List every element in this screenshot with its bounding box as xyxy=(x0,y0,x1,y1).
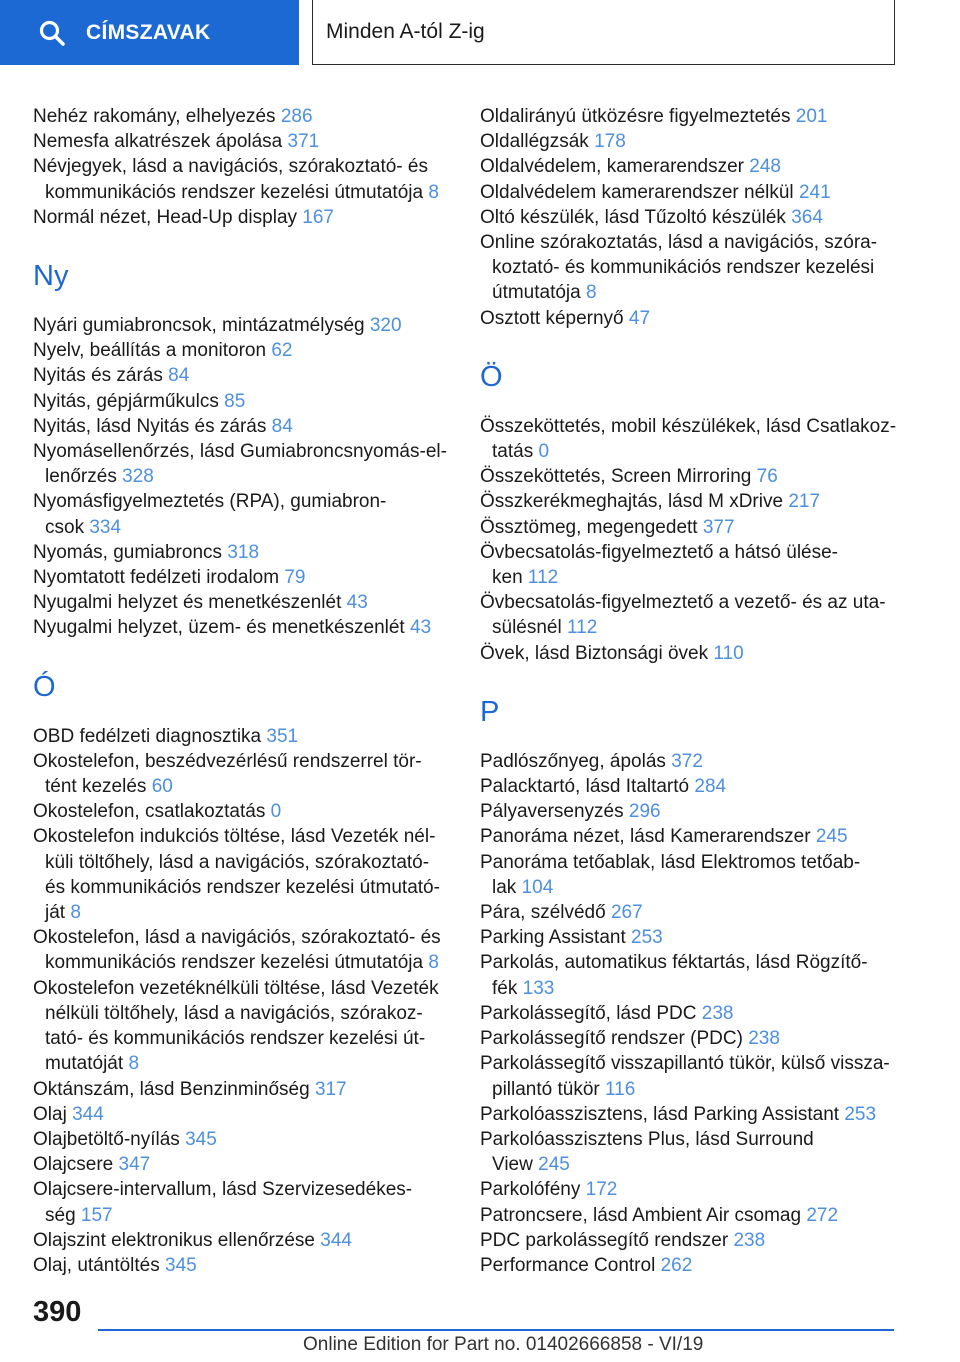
page-reference-link[interactable]: 84 xyxy=(168,365,190,387)
page-reference-link[interactable]: 320 xyxy=(369,315,402,337)
index-entry xyxy=(480,1253,900,1278)
index-entry-text: Pályaversenyzés xyxy=(480,801,624,823)
page-reference-link[interactable]: 364 xyxy=(791,206,823,228)
page-reference-link[interactable]: 60 xyxy=(151,776,173,798)
index-entry-text: Parkolóasszisztens Plus, lásd Surround View xyxy=(480,1128,814,1176)
page-reference-link[interactable]: 328 xyxy=(122,466,154,488)
index-entry-text: Nyomásfigyelmeztetés (RPA), gumiabron‐ csok xyxy=(33,491,387,538)
index-entry xyxy=(33,590,453,615)
index-entry-text: Okostelefon indukciós töltése, lásd Vezeték nél‐ küli töltőhely, lásd a navigációs, szórakoztató- és kommunikációs rendszer kezelési útmutató‐ ját xyxy=(33,826,440,924)
page-reference-link[interactable]: 43 xyxy=(410,617,432,639)
index-entry-text: Online szórakoztatás, lásd a navigációs, szóra‐ koztató- és kommunikációs rendszer kezelési útmutatója xyxy=(480,232,878,304)
page-reference-link[interactable]: 253 xyxy=(631,927,663,949)
index-entry xyxy=(480,1026,900,1051)
index-entry-text: Nyitás, gépjárműkulcs xyxy=(33,390,219,412)
page-reference-link[interactable]: 253 xyxy=(844,1103,877,1125)
page-reference-link[interactable]: 172 xyxy=(585,1179,618,1201)
index-entry-text: Összeköttetés, mobil készülékek, lásd Csatlakoz‐ tatás xyxy=(480,415,897,463)
index-entry-text: Panoráma nézet, lásd Kamerarendszer xyxy=(480,826,811,848)
index-entry-text: Nyugalmi helyzet, üzem- és menetkészenlét xyxy=(33,617,405,639)
index-entry-text: Övbecsatolás-figyelmeztető a vezető- és az uta‐ sülésnél xyxy=(480,592,886,639)
page-reference-link[interactable]: 238 xyxy=(701,1002,734,1024)
index-entry xyxy=(33,824,453,925)
index-entry-text: Oldalirányú ütközésre figyelmeztetés xyxy=(480,106,791,127)
page-reference-link[interactable]: 167 xyxy=(302,206,334,228)
index-column-left xyxy=(33,104,453,1278)
index-entry-text: Okostelefon, lásd a navigációs, szórakoztató- és kommunikációs rendszer kezelési útmutatója xyxy=(33,927,441,974)
page-reference-link[interactable]: 345 xyxy=(165,1254,197,1276)
index-entry-text: Okostelefon vezetéknélküli töltése, lásd Vezeték nélküli töltőhely, lásd a navigációs, szórakoz‐ tató- és kommunikációs rendszer kezelési út‐ mutatóját xyxy=(33,977,439,1075)
index-entry-text: Nyomásellenőrzés, lásd Gumiabroncsnyomás-el‐ lenőrzés xyxy=(33,441,447,488)
index-entry xyxy=(33,489,453,539)
page-reference-link[interactable]: 372 xyxy=(671,750,703,772)
index-entry-text: Oldalvédelem kamerarendszer nélkül xyxy=(480,181,794,203)
edition-footer: Online Edition for Part no. 01402666858 - VI/19 xyxy=(303,1334,704,1355)
page-reference-link[interactable]: 344 xyxy=(72,1103,104,1125)
index-entry-text: Osztott képernyő xyxy=(480,307,624,329)
index-entry-text: Normál nézet, Head-Up display xyxy=(33,206,298,228)
page-reference-link[interactable]: 248 xyxy=(749,156,781,178)
section-letter-heading: Ó xyxy=(33,670,56,703)
page-reference-link[interactable]: 0 xyxy=(538,441,550,463)
index-entry xyxy=(480,205,900,230)
page-reference-link[interactable]: 334 xyxy=(89,516,122,538)
page-reference-link[interactable]: 112 xyxy=(527,567,559,589)
index-entry xyxy=(480,824,900,849)
index-entry-text: Nemesfa alkatrészek ápolása xyxy=(33,131,283,153)
index-entry xyxy=(480,306,900,331)
page-reference-link[interactable]: 116 xyxy=(605,1078,636,1100)
section-letter-heading: Ny xyxy=(33,260,69,293)
index-entry-text: Összkerékmeghajtás, lásd M xDrive xyxy=(480,491,784,513)
index-entry xyxy=(33,205,453,230)
index-entry xyxy=(480,1228,900,1253)
index-entry xyxy=(480,1001,900,1026)
index-entry-text: Parkolássegítő visszapillantó tükör, külső vissza‐ pillantó tükör xyxy=(480,1053,890,1100)
page-reference-link[interactable]: 76 xyxy=(756,466,778,488)
index-entry xyxy=(33,1253,453,1278)
index-entry xyxy=(480,749,900,774)
index-entry-text: Oldalvédelem, kamerarendszer xyxy=(480,156,745,178)
index-entry xyxy=(33,1127,453,1152)
index-entry-text: Nehéz rakomány, elhelyezés xyxy=(33,106,276,127)
index-entry xyxy=(33,1177,453,1227)
index-entry xyxy=(33,724,453,749)
page-reference-link[interactable]: 351 xyxy=(266,725,299,747)
index-entry-text: Összeköttetés, Screen Mirroring xyxy=(480,466,752,488)
page-reference-link[interactable]: 347 xyxy=(118,1154,151,1176)
section-letter-heading: P xyxy=(480,695,500,728)
index-entry-text: Olajszint elektronikus ellenőrzése xyxy=(33,1229,315,1251)
page-reference-link[interactable]: 8 xyxy=(128,1053,140,1075)
index-entry xyxy=(480,1177,900,1202)
index-entry-text: Parkolássegítő, lásd PDC xyxy=(480,1002,697,1024)
index-entry-text: Performance Control xyxy=(480,1254,656,1276)
index-entry-text: Olajcsere xyxy=(33,1154,114,1176)
index-entry xyxy=(480,464,900,489)
page-reference-link[interactable]: 8 xyxy=(70,902,81,924)
index-entry-text: Parkolófény xyxy=(480,1179,581,1201)
index-entry-text: Olajcsere-intervallum, lásd Szervizesedékes‐ ség xyxy=(33,1179,413,1226)
index-entry xyxy=(33,439,453,489)
index-entry-text: Parkolássegítő rendszer (PDC) xyxy=(480,1028,743,1050)
page-reference-link[interactable]: 8 xyxy=(586,282,597,304)
index-entry xyxy=(33,749,453,799)
index-entry xyxy=(33,1102,453,1127)
index-entry-text: PDC parkolássegítő rendszer xyxy=(480,1229,729,1251)
index-entry xyxy=(480,180,900,205)
index-entry xyxy=(480,925,900,950)
index-entry-text: Panoráma tetőablak, lásd Elektromos tetőab‐ lak xyxy=(480,851,861,898)
page-reference-link[interactable]: 284 xyxy=(694,776,727,798)
index-entry xyxy=(480,1203,900,1228)
index-entry-text: Parkolóasszisztens, lásd Parking Assistant xyxy=(480,1103,840,1125)
page-reference-link[interactable]: 84 xyxy=(271,415,293,437)
index-entry xyxy=(480,900,900,925)
index-entry-text: Nyári gumiabroncsok, mintázatmélység xyxy=(33,315,365,337)
index-entry-text: Okostelefon, csatlakoztatás xyxy=(33,801,266,823)
page-number: 390 xyxy=(33,1296,82,1328)
page-reference-link[interactable]: 241 xyxy=(798,181,831,203)
index-entry xyxy=(480,515,900,540)
page-reference-link[interactable]: 110 xyxy=(713,642,744,664)
page-reference-link[interactable]: 267 xyxy=(610,902,643,924)
index-entry xyxy=(33,104,453,129)
index-entry-text: Névjegyek, lásd a navigációs, szórakoztató- és kommunikációs rendszer kezelési útmutatója xyxy=(33,156,428,203)
index-entry-text: Olaj xyxy=(33,1103,67,1125)
index-entry xyxy=(480,230,900,306)
page-reference-link[interactable]: 85 xyxy=(224,390,246,412)
page-reference-link[interactable]: 245 xyxy=(815,826,848,848)
index-entry-text: Össztömeg, megengedett xyxy=(480,516,698,538)
page-reference-link[interactable]: 272 xyxy=(806,1204,839,1226)
index-entry xyxy=(480,799,900,824)
index-entry xyxy=(33,389,453,414)
index-entry-text: Olajbetöltő-nyílás xyxy=(33,1128,180,1150)
page-reference-link[interactable]: 62 xyxy=(271,340,293,362)
index-entry xyxy=(33,154,453,204)
index-entry xyxy=(33,1228,453,1253)
az-index-tab-label: Minden A-tól Z-ig xyxy=(326,20,485,43)
index-entry xyxy=(480,850,900,900)
index-entry-text: Oktánszám, lásd Benzinminőség xyxy=(33,1078,310,1100)
page-reference-link[interactable]: 345 xyxy=(185,1128,217,1150)
index-entry xyxy=(480,104,900,129)
index-entry-text: Padlószőnyeg, ápolás xyxy=(480,750,666,772)
page-reference-link[interactable]: 371 xyxy=(287,131,320,153)
index-entry xyxy=(33,1152,453,1177)
index-entry-text: Övbecsatolás-figyelmeztető a hátsó ülése‐ ken xyxy=(480,541,839,589)
page-reference-link[interactable]: 217 xyxy=(788,491,821,513)
index-entry xyxy=(480,950,900,1000)
index-entry-text: Palacktartó, lásd Italtartó xyxy=(480,776,690,798)
index-entry-text: OBD fedélzeti diagnosztika xyxy=(33,725,262,747)
index-entry xyxy=(480,489,900,514)
page-reference-link[interactable]: 201 xyxy=(795,106,828,127)
page-reference-link[interactable]: 262 xyxy=(660,1254,693,1276)
page-reference-link[interactable]: 0 xyxy=(270,801,282,823)
page-reference-link[interactable]: 286 xyxy=(280,106,313,127)
index-entry xyxy=(33,925,453,975)
page-reference-link[interactable]: 43 xyxy=(346,592,368,614)
index-entry xyxy=(480,1102,900,1127)
page-reference-link[interactable]: 133 xyxy=(522,977,555,999)
index-entry-text: Oltó készülék, lásd Tűzoltó készülék xyxy=(480,206,786,228)
index-entry xyxy=(33,1077,453,1102)
page-reference-link[interactable]: 245 xyxy=(538,1154,570,1176)
page-reference-link[interactable]: 317 xyxy=(314,1078,347,1100)
index-entry-text: Pára, szélvédő xyxy=(480,902,606,924)
footer-divider xyxy=(98,1329,894,1331)
index-entry xyxy=(33,313,453,338)
page-reference-link[interactable]: 47 xyxy=(628,307,651,329)
page-reference-link[interactable]: 377 xyxy=(702,516,735,538)
index-entry xyxy=(480,129,900,154)
index-entry-text: Parking Assistant xyxy=(480,927,626,949)
index-entry-text: Nyitás és zárás xyxy=(33,365,163,387)
page-reference-link[interactable]: 238 xyxy=(748,1028,780,1050)
index-entry xyxy=(33,338,453,363)
page-reference-link[interactable]: 178 xyxy=(594,131,626,153)
index-entry-text: Nyomás, gumiabroncs xyxy=(33,541,223,563)
index-entry xyxy=(33,414,453,439)
index-entry xyxy=(33,976,453,1077)
page-reference-link[interactable]: 318 xyxy=(227,541,260,563)
index-entry xyxy=(480,590,900,640)
index-entry xyxy=(480,641,900,666)
page-reference-link[interactable]: 157 xyxy=(80,1204,113,1226)
index-entry-text: Nyitás, lásd Nyitás és zárás xyxy=(33,415,267,437)
search-tab-label: CÍMSZAVAK xyxy=(86,20,211,44)
page-reference-link[interactable]: 238 xyxy=(733,1229,766,1251)
index-entry xyxy=(480,154,900,179)
page-reference-link[interactable]: 8 xyxy=(428,181,439,203)
index-entry-text: Okostelefon, beszédvezérlésű rendszerrel tör‐ tént kezelés xyxy=(33,750,422,798)
search-tab[interactable] xyxy=(0,0,299,65)
page-reference-link[interactable]: 79 xyxy=(284,567,306,589)
page-reference-link[interactable]: 344 xyxy=(320,1229,352,1251)
index-entry-text: Nyomtatott fedélzeti irodalom xyxy=(33,567,280,589)
index-entry-text: Övek, lásd Biztonsági övek xyxy=(480,642,709,664)
page-reference-link[interactable]: 112 xyxy=(567,617,598,639)
index-entry xyxy=(480,540,900,590)
index-entry-text: Nyelv, beállítás a monitoron xyxy=(33,340,267,362)
az-index-tab[interactable] xyxy=(312,0,895,65)
page-reference-link[interactable]: 8 xyxy=(428,952,439,974)
search-icon xyxy=(38,19,66,47)
index-entry-text: Nyugalmi helyzet és menetkészenlét xyxy=(33,592,342,614)
index-entry-text: Patroncsere, lásd Ambient Air csomag xyxy=(480,1204,802,1226)
index-entry-text: Parkolás, automatikus féktartás, lásd Rögzítő‐ fék xyxy=(480,952,868,999)
index-entry xyxy=(480,774,900,799)
index-entry-text: Olaj, utántöltés xyxy=(33,1254,160,1276)
index-entry xyxy=(33,615,453,640)
index-entry xyxy=(480,414,900,464)
index-entry xyxy=(33,129,453,154)
page-reference-link[interactable]: 296 xyxy=(628,801,661,823)
index-entry xyxy=(480,1127,900,1177)
index-entry xyxy=(33,799,453,824)
section-letter-heading: Ö xyxy=(480,360,503,393)
page-reference-link[interactable]: 104 xyxy=(521,876,554,898)
index-entry xyxy=(33,363,453,388)
index-entry xyxy=(33,540,453,565)
index-entry-text: Oldallégzsák xyxy=(480,131,589,153)
index-entry xyxy=(33,565,453,590)
index-column-right xyxy=(480,104,900,1278)
index-entry xyxy=(480,1051,900,1101)
